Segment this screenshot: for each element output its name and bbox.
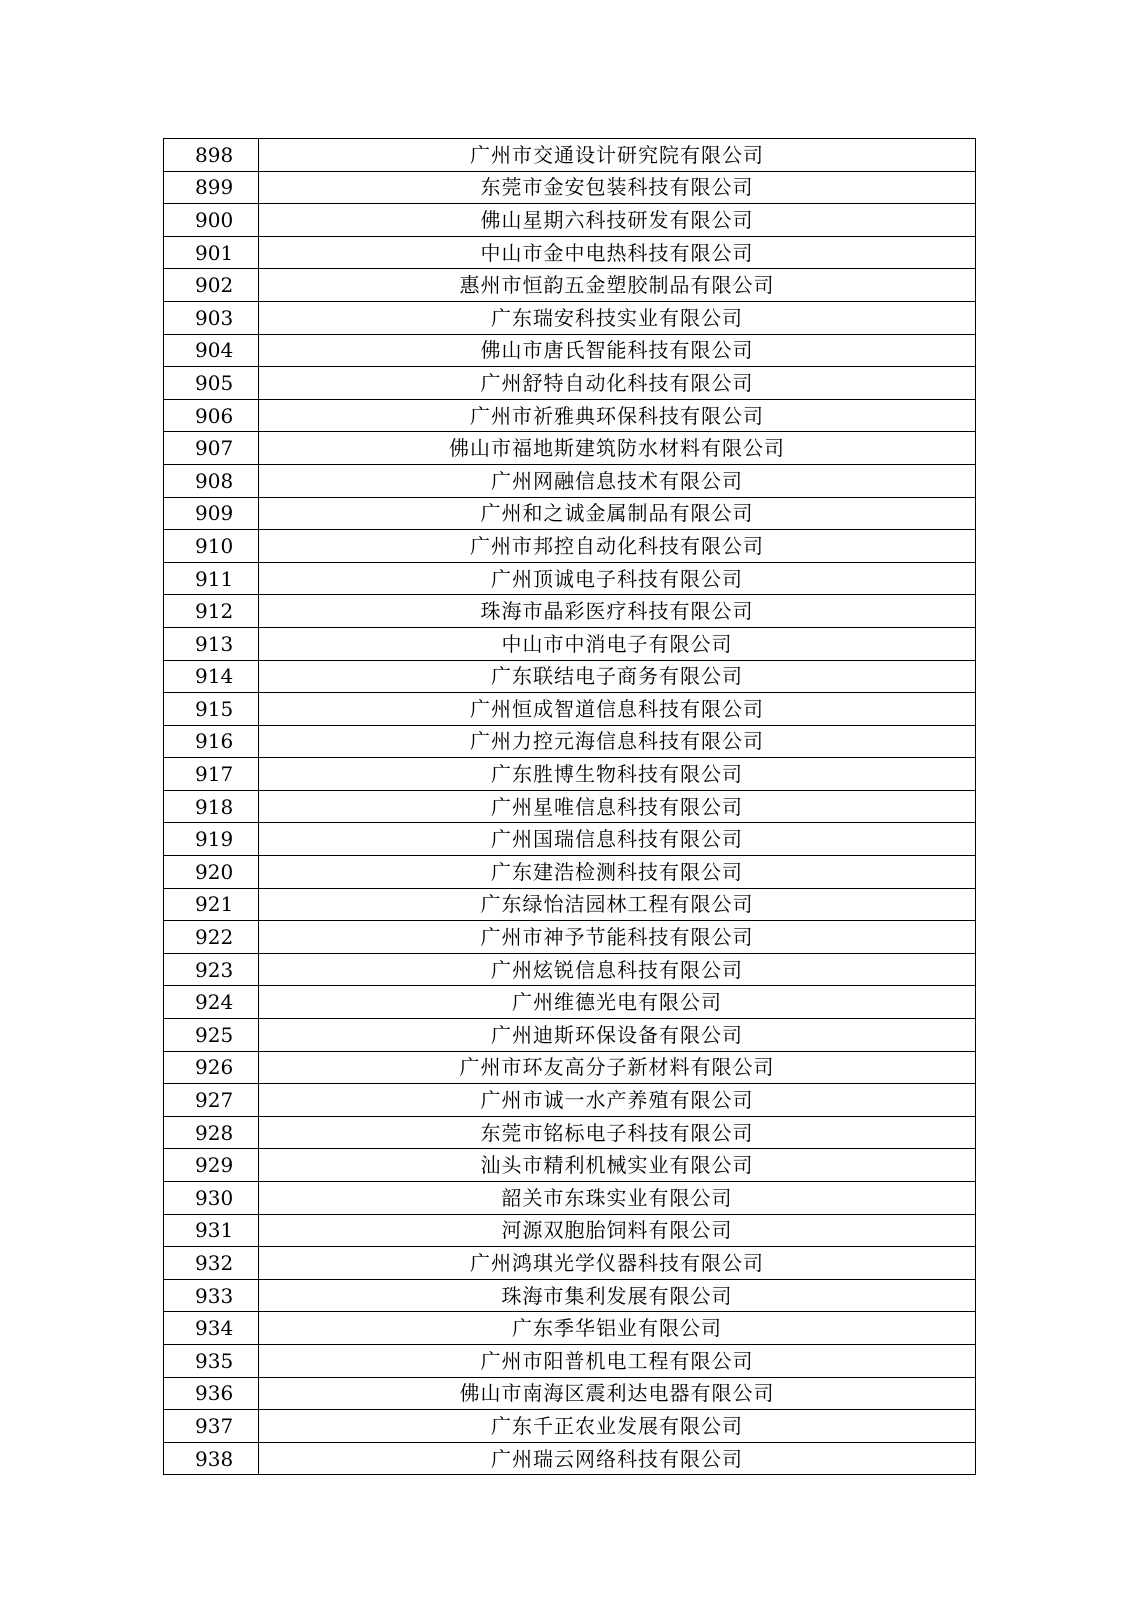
- company-name-cell: 东莞市铭标电子科技有限公司: [259, 1116, 976, 1149]
- row-number-cell: 913: [164, 627, 259, 660]
- table-row: [164, 171, 976, 204]
- row-number-cell: 925: [164, 1019, 259, 1052]
- company-name-cell: 广州鸿琪光学仪器科技有限公司: [259, 1247, 976, 1280]
- table-row: [164, 367, 976, 400]
- table-row: [164, 921, 976, 954]
- table-row: [164, 595, 976, 628]
- row-number-cell: 908: [164, 464, 259, 497]
- table-row: [164, 725, 976, 758]
- company-name-cell: 广东瑞安科技实业有限公司: [259, 301, 976, 334]
- row-number-cell: 930: [164, 1182, 259, 1215]
- row-number-cell: 928: [164, 1116, 259, 1149]
- row-number-cell: 923: [164, 953, 259, 986]
- row-number-cell: 927: [164, 1084, 259, 1117]
- row-number-cell: 909: [164, 497, 259, 530]
- company-name-cell: 广州市交通设计研究院有限公司: [259, 139, 976, 172]
- row-number-cell: 898: [164, 139, 259, 172]
- table-row: [164, 497, 976, 530]
- table-row: [164, 693, 976, 726]
- company-name-cell: 佛山市唐氏智能科技有限公司: [259, 334, 976, 367]
- company-name-cell: 韶关市东珠实业有限公司: [259, 1182, 976, 1215]
- table-row: [164, 790, 976, 823]
- company-name-cell: 广州星唯信息科技有限公司: [259, 790, 976, 823]
- row-number-cell: 911: [164, 562, 259, 595]
- table-row: [164, 139, 976, 172]
- company-name-cell: 广州瑞云网络科技有限公司: [259, 1442, 976, 1475]
- row-number-cell: 915: [164, 693, 259, 726]
- row-number-cell: 903: [164, 301, 259, 334]
- company-name-cell: 中山市中消电子有限公司: [259, 627, 976, 660]
- table-row: [164, 399, 976, 432]
- company-name-cell: 广州市环友高分子新材料有限公司: [259, 1051, 976, 1084]
- company-name-cell: 广州顶诚电子科技有限公司: [259, 562, 976, 595]
- table-row: [164, 464, 976, 497]
- company-name-cell: 广州舒特自动化科技有限公司: [259, 367, 976, 400]
- row-number-cell: 937: [164, 1410, 259, 1443]
- row-number-cell: 907: [164, 432, 259, 465]
- table-row: [164, 1214, 976, 1247]
- company-name-cell: 东莞市金安包装科技有限公司: [259, 171, 976, 204]
- company-name-cell: 广州市诚一水产养殖有限公司: [259, 1084, 976, 1117]
- row-number-cell: 916: [164, 725, 259, 758]
- company-name-cell: 广州市邦控自动化科技有限公司: [259, 530, 976, 563]
- table-row: [164, 530, 976, 563]
- table-row: [164, 432, 976, 465]
- row-number-cell: 934: [164, 1312, 259, 1345]
- company-name-cell: 广州迪斯环保设备有限公司: [259, 1019, 976, 1052]
- company-name-cell: 广东胜博生物科技有限公司: [259, 758, 976, 791]
- row-number-cell: 910: [164, 530, 259, 563]
- company-name-cell: 广州和之诚金属制品有限公司: [259, 497, 976, 530]
- company-name-cell: 广东联结电子商务有限公司: [259, 660, 976, 693]
- row-number-cell: 919: [164, 823, 259, 856]
- row-number-cell: 906: [164, 399, 259, 432]
- company-name-cell: 广东建浩检测科技有限公司: [259, 856, 976, 889]
- table-row: [164, 888, 976, 921]
- table-row: [164, 301, 976, 334]
- company-name-cell: 广州力控元海信息科技有限公司: [259, 725, 976, 758]
- row-number-cell: 912: [164, 595, 259, 628]
- table-row: [164, 1410, 976, 1443]
- table-row: [164, 953, 976, 986]
- table-row: [164, 334, 976, 367]
- row-number-cell: 933: [164, 1279, 259, 1312]
- company-name-cell: 广东绿怡洁园林工程有限公司: [259, 888, 976, 921]
- company-name-cell: 广州市祈雅典环保科技有限公司: [259, 399, 976, 432]
- row-number-cell: 904: [164, 334, 259, 367]
- row-number-cell: 905: [164, 367, 259, 400]
- row-number-cell: 917: [164, 758, 259, 791]
- company-name-cell: 广东季华铝业有限公司: [259, 1312, 976, 1345]
- row-number-cell: 924: [164, 986, 259, 1019]
- table-row: [164, 1084, 976, 1117]
- table-row: [164, 627, 976, 660]
- company-name-cell: 珠海市晶彩医疗科技有限公司: [259, 595, 976, 628]
- company-name-cell: 广州炫锐信息科技有限公司: [259, 953, 976, 986]
- company-name-cell: 广东千正农业发展有限公司: [259, 1410, 976, 1443]
- row-number-cell: 935: [164, 1344, 259, 1377]
- company-name-cell: 惠州市恒韵五金塑胶制品有限公司: [259, 269, 976, 302]
- row-number-cell: 920: [164, 856, 259, 889]
- table-row: [164, 986, 976, 1019]
- table-row: [164, 1377, 976, 1410]
- table-row: [164, 660, 976, 693]
- table-body: [164, 139, 976, 1475]
- table-row: [164, 204, 976, 237]
- row-number-cell: 936: [164, 1377, 259, 1410]
- company-name-cell: 佛山市南海区震利达电器有限公司: [259, 1377, 976, 1410]
- table-row: [164, 823, 976, 856]
- table-row: [164, 1279, 976, 1312]
- table-row: [164, 856, 976, 889]
- company-name-cell: 广州市阳普机电工程有限公司: [259, 1344, 976, 1377]
- table-row: [164, 269, 976, 302]
- row-number-cell: 938: [164, 1442, 259, 1475]
- company-name-cell: 广州维德光电有限公司: [259, 986, 976, 1019]
- row-number-cell: 921: [164, 888, 259, 921]
- row-number-cell: 902: [164, 269, 259, 302]
- company-name-cell: 佛山星期六科技研发有限公司: [259, 204, 976, 237]
- table-row: [164, 1344, 976, 1377]
- table-row: [164, 1442, 976, 1475]
- row-number-cell: 929: [164, 1149, 259, 1182]
- row-number-cell: 901: [164, 236, 259, 269]
- row-number-cell: 926: [164, 1051, 259, 1084]
- company-name-cell: 汕头市精利机械实业有限公司: [259, 1149, 976, 1182]
- row-number-cell: 900: [164, 204, 259, 237]
- table-row: [164, 1149, 976, 1182]
- company-name-cell: 佛山市福地斯建筑防水材料有限公司: [259, 432, 976, 465]
- company-name-cell: 河源双胞胎饲料有限公司: [259, 1214, 976, 1247]
- row-number-cell: 922: [164, 921, 259, 954]
- table-row: [164, 562, 976, 595]
- row-number-cell: 932: [164, 1247, 259, 1280]
- row-number-cell: 918: [164, 790, 259, 823]
- company-name-cell: 中山市金中电热科技有限公司: [259, 236, 976, 269]
- company-name-cell: 广州网融信息技术有限公司: [259, 464, 976, 497]
- company-name-cell: 广州市神予节能科技有限公司: [259, 921, 976, 954]
- company-name-cell: 广州恒成智道信息科技有限公司: [259, 693, 976, 726]
- table-row: [164, 1051, 976, 1084]
- row-number-cell: 899: [164, 171, 259, 204]
- table-row: [164, 1116, 976, 1149]
- table-row: [164, 1312, 976, 1345]
- row-number-cell: 931: [164, 1214, 259, 1247]
- table-row: [164, 1247, 976, 1280]
- table-row: [164, 758, 976, 791]
- table-row: [164, 1019, 976, 1052]
- company-list-table: [163, 138, 976, 1475]
- company-name-cell: 珠海市集利发展有限公司: [259, 1279, 976, 1312]
- table-row: [164, 236, 976, 269]
- row-number-cell: 914: [164, 660, 259, 693]
- company-name-cell: 广州国瑞信息科技有限公司: [259, 823, 976, 856]
- table-row: [164, 1182, 976, 1215]
